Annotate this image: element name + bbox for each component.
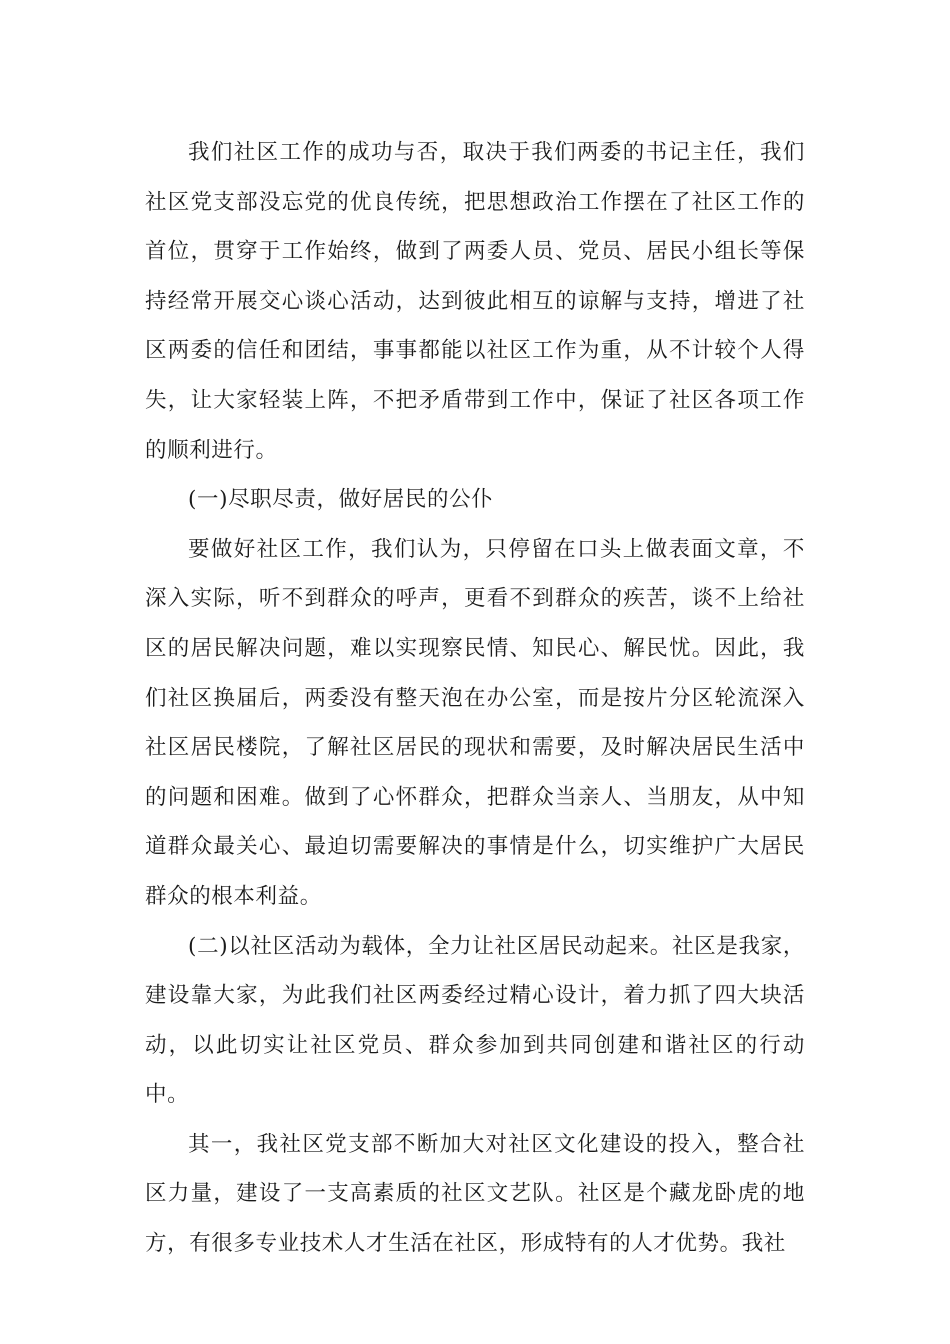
heading-section-one: (一)尽职尽责，做好居民的公仆 — [188, 487, 494, 513]
paragraph-serve-residents: 要做好社区工作，我们认为，只停留在口头上做表面文章，不深入实际，听不到群众的呼声，更看不到群众的疾苦，谈不上给社区的居民解决问题，难以实现察民情、知民心、解民忧。因此，我们社区换届后，两委没有整天泡在办公室，而是按片分区轮流深入社区居民楼院，了解社区居民的现状和需要，及时解决居民生活中的问题和困难。做到了心怀群众，把群众当亲人、当朋友，从中知道群众最关心、最迫切需要解决的事情是什么，切实维护广大居民群众的根本利益。 — [145, 536, 805, 909]
paragraph-culture-team: 其一，我社区党支部不断加大对社区文化建设的投入，整合社区力量，建设了一支高素质的社区文艺队。社区是个藏龙卧虎的地方，有很多专业技术人才生活在社区，形成特有的人才优势。我社 — [145, 1131, 805, 1257]
document-body — [145, 128, 805, 1269]
paragraph-party-work: 我们社区工作的成功与否，取决于我们两委的书记主任，我们社区党支部没忘党的优良传统，把思想政治工作摆在了社区工作的首位，贯穿于工作始终，做到了两委人员、党员、居民小组长等保持经常开展交心谈心活动，达到彼此相互的谅解与支持，增进了社区两委的信任和团结，事事都能以社区工作为重，从不计较个人得失，让大家轻装上阵，不把矛盾带到工作中，保证了社区各项工作的顺利进行。 — [145, 140, 805, 463]
paragraph-section-two: (二)以社区活动为载体，全力让社区居民动起来。社区是我家，建设靠大家，为此我们社区两委经过精心设计，着力抓了四大块活动，以此切实让社区党员、群众参加到共同创建和谐社区的行动中。 — [145, 933, 805, 1108]
